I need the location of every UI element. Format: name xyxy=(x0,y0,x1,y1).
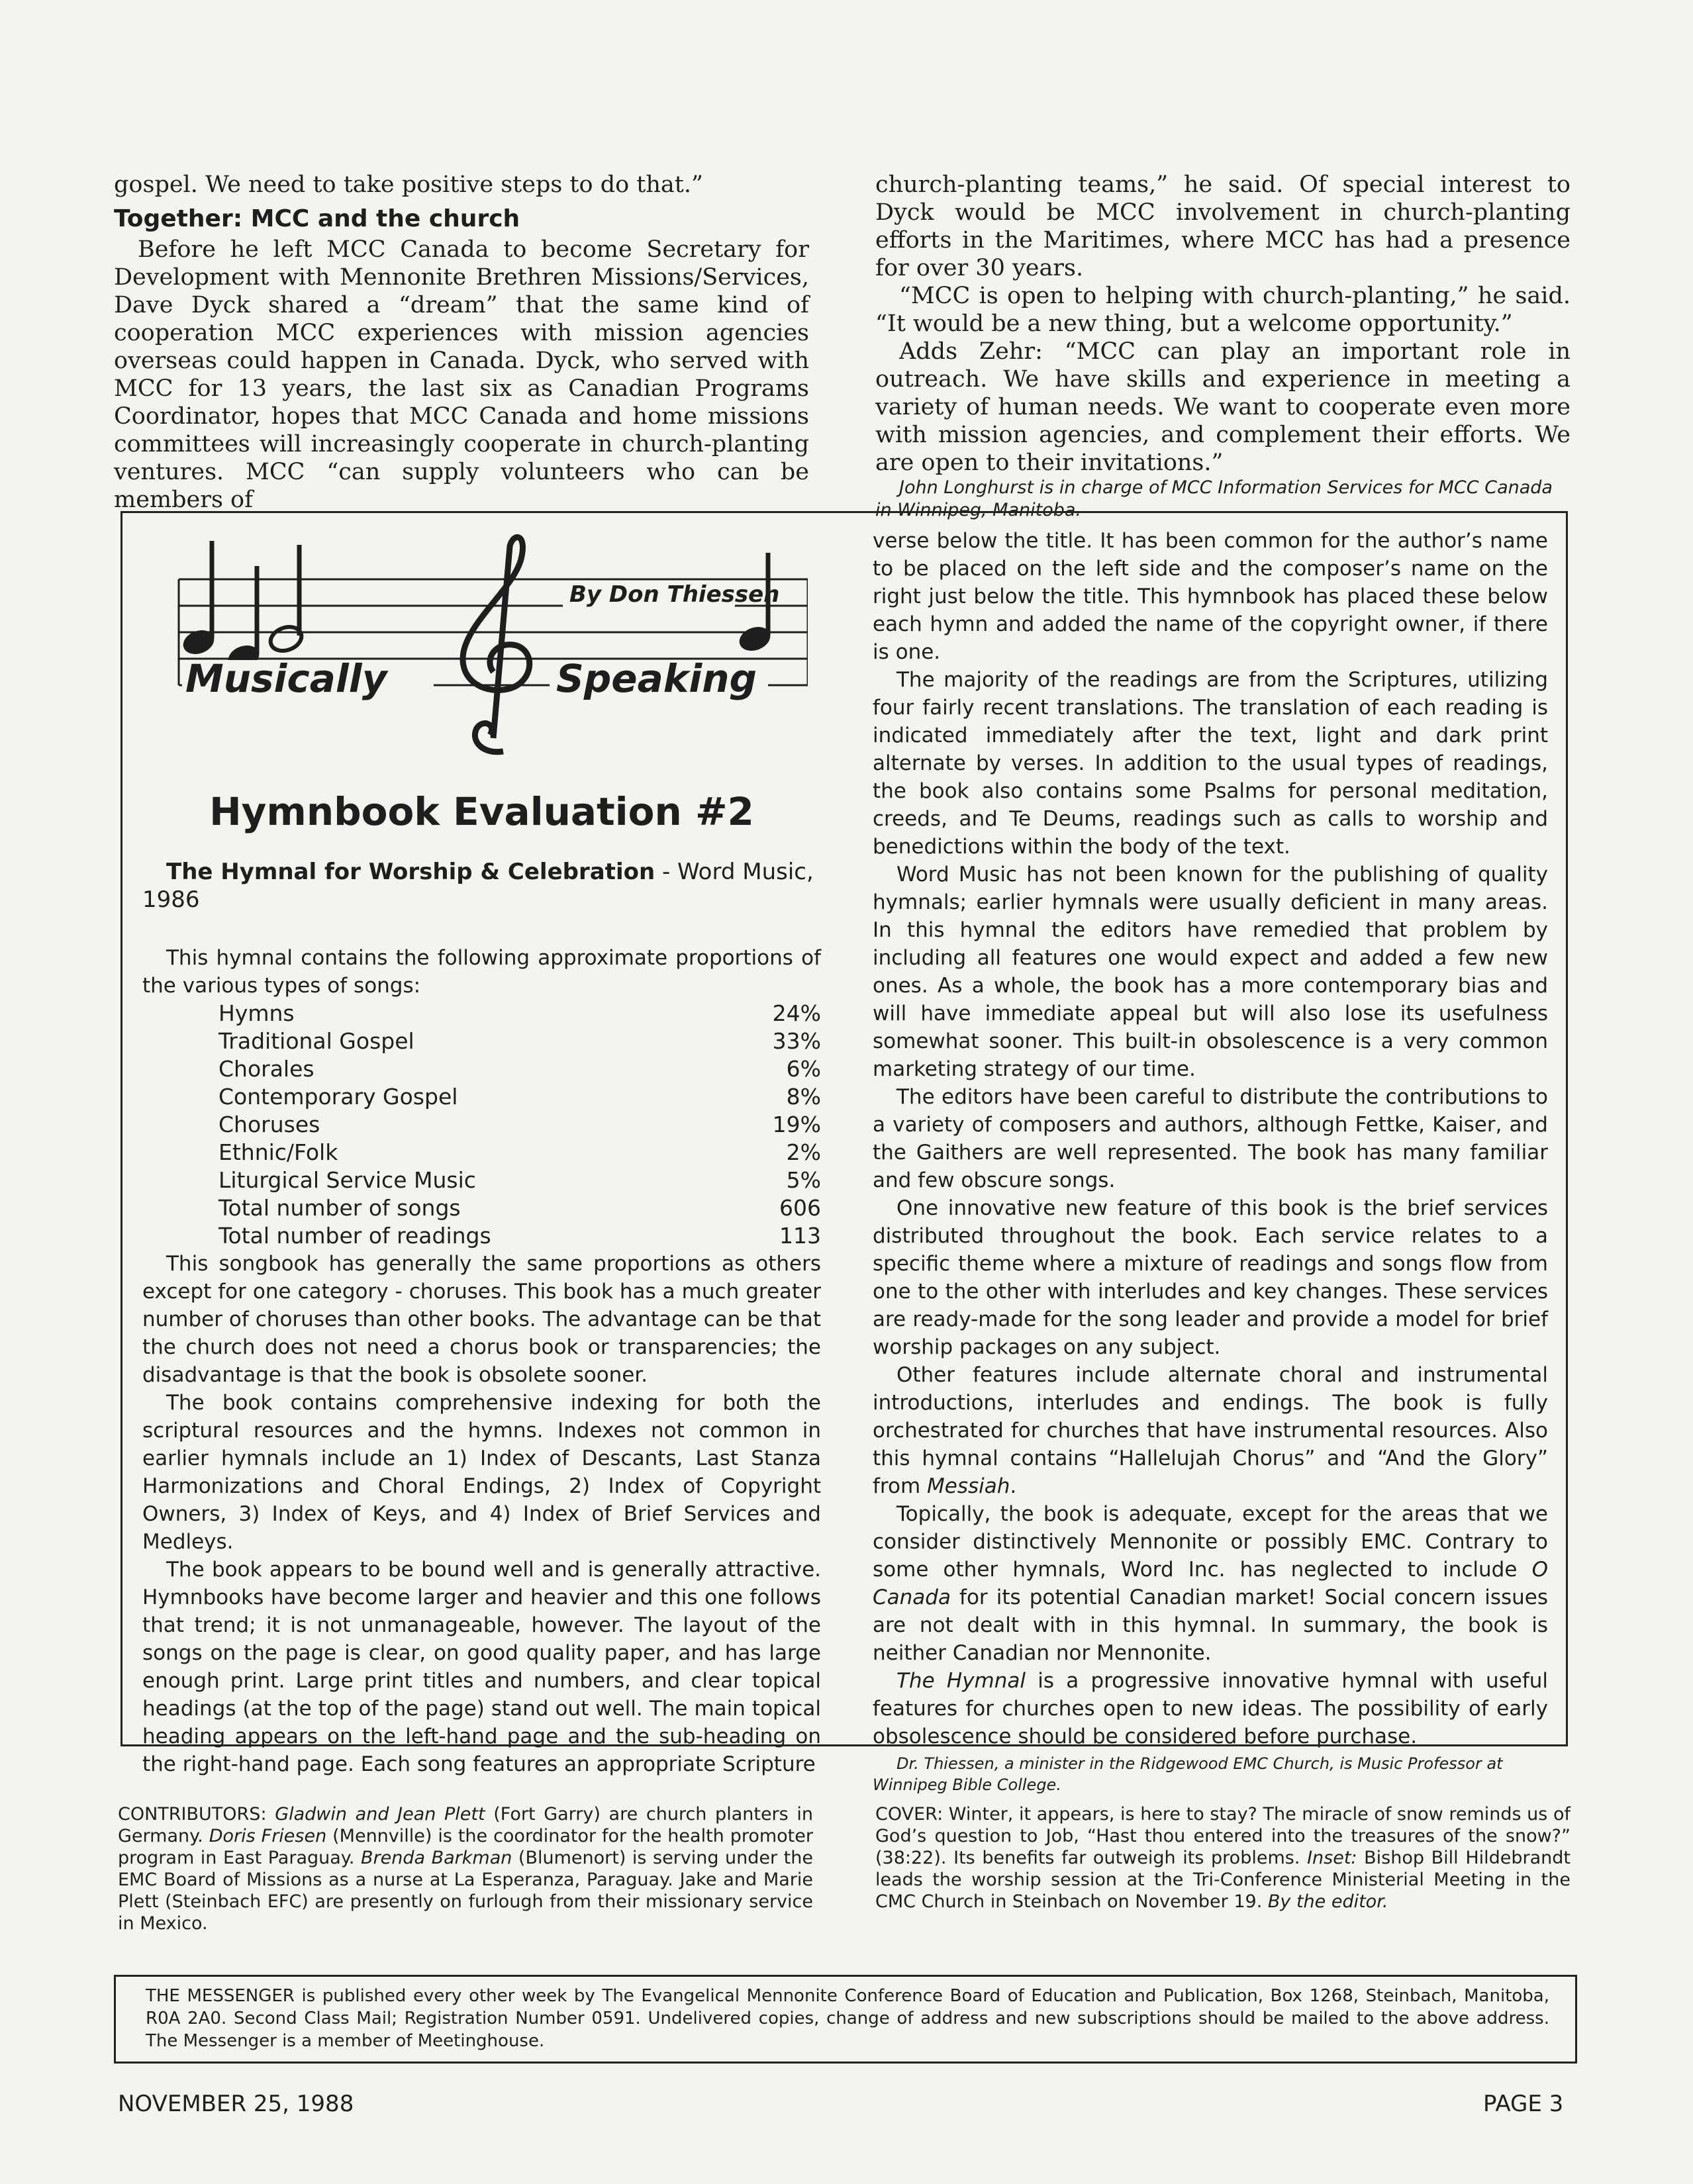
row-value: 24% xyxy=(772,1000,821,1026)
table-row xyxy=(218,1222,821,1250)
photo-credit: By the editor. xyxy=(1267,1891,1388,1912)
text-run: (Blumenort) is serving under the EMC Board of Missions as a nurse at La Esperanza, Paraguay. Jake and Marie Plett (Steinbach EFC) are presently on furlough from their missionary service in Mexico. xyxy=(118,1848,813,1934)
logo-byline: By Don Thiessen xyxy=(569,581,780,608)
masthead-text: THE MESSENGER is published every other week by The Evangelical Mennonite Conference Board of Education and Publication, Box 1268, Steinbach, Manitoba, R0A 2A0. Second Class Mail; Registration Number 0591. Undelivered copies, change of address and new subscriptions should be mailed to the above address. The Messenger is a member of Meetinghouse. xyxy=(146,1986,1549,2051)
italic-title: O Canada xyxy=(873,1558,1548,1609)
author-credit: John Longhurst is in charge of MCC Information Services for MCC Canada in Winnipeg, Manitoba. xyxy=(875,477,1553,520)
row-value: 113 xyxy=(779,1223,821,1249)
row-value: 33% xyxy=(772,1028,821,1054)
contributor-name: Brenda Barkman xyxy=(361,1848,512,1868)
row-value: 6% xyxy=(786,1056,821,1082)
paragraph xyxy=(873,1361,1548,1500)
row-label: Total number of songs xyxy=(218,1195,461,1221)
publisher-year: - Word Music, 1986 xyxy=(142,859,814,913)
row-label: Total number of readings xyxy=(218,1223,491,1249)
quarter-note-icon xyxy=(180,541,218,658)
cover-note xyxy=(875,1803,1571,1913)
paragraph: “MCC is open to helping with church-planting,” he said. “It would be a new thing, but a welcome opportunity.” xyxy=(875,283,1571,337)
paragraph: Word Music has not been known for the publishing of quality hymnals; earlier hymnals were usually deficient in many areas. In this hymnal the editors have remedied that problem by including all features one would expect and added a few new ones. As a whole, the book has a more contemporary bias and will have immediate appeal but will also lose its usefulness somewhat sooner. This built-in obsolescence is a very common marketing strategy of our time. xyxy=(873,863,1548,1081)
inset-label: Inset: xyxy=(1307,1848,1357,1868)
table-row xyxy=(218,1194,821,1222)
paragraph: The book contains comprehensive indexing for both the scriptural resources and the hymns. Indexes not common in earlier hymnals include an 1) Index of Descants, Last Stanza Harmonizations and Choral Endings, 2) Index of Copyright Owners, 3) Index of Keys, and 4) Index of Brief Services and Medleys. xyxy=(142,1391,821,1554)
text-run: Topically, the book is adequate, except for the areas that we consider distinctively Mennonite or possibly EMC. Contrary to some other hymnals, Word Inc. has neglected to include xyxy=(873,1502,1548,1582)
paragraph: Before he left MCC Canada to become Secretary for Development with Mennonite Brethren Missions/Services, Dave Dyck shared a “dream” that the same kind of cooperation MCC experiences with mission agencies overseas could happen in Canada. Dyck, who served with MCC for 13 years, the last six as Canadian Programs Coordinator, hopes that MCC Canada and home missions committees will increasingly cooperate in church-planting ventures. MCC “can supply volunteers who can be members of xyxy=(114,236,809,513)
paragraph xyxy=(873,1667,1548,1750)
table-row xyxy=(218,1083,821,1111)
row-label: Chorales xyxy=(218,1056,314,1082)
musically-speaking-logo xyxy=(159,533,808,758)
paragraph: This hymnal contains the following approximate proportions of the various types of songs: xyxy=(142,946,821,998)
logo-word-musically: Musically xyxy=(185,656,387,701)
row-label: Traditional Gospel xyxy=(218,1028,414,1054)
article-subtitle xyxy=(142,858,821,914)
half-note-icon xyxy=(267,545,305,655)
paragraph xyxy=(873,1500,1548,1667)
italic-title: The Hymnal xyxy=(896,1669,1026,1693)
text-run: COVER: Winter, it appears, is here to stay? The miracle of snow reminds us of God’s question to Job, “Hast thou entered into the treasures of the snow?” (38:22). Its benefits far outweigh its problems. xyxy=(875,1804,1571,1868)
text-run: (Mennville) is the coordinator for the health promoter program in East Paraguay. xyxy=(118,1826,813,1868)
row-value: 606 xyxy=(779,1195,821,1221)
row-value: 19% xyxy=(772,1112,821,1137)
row-value: 8% xyxy=(786,1084,821,1110)
table-row xyxy=(218,1000,821,1027)
contributor-name: Gladwin and Jean Plett xyxy=(275,1804,485,1825)
contributor-name: Doris Friesen xyxy=(209,1826,327,1846)
row-label: Contemporary Gospel xyxy=(218,1084,458,1110)
proportions-table xyxy=(218,1000,821,1250)
page-number: PAGE 3 xyxy=(1483,2091,1564,2117)
paragraph: The majority of the readings are from the Scriptures, utilizing four fairly recent translations. The translation of each reading is indicated immediately after the text, light and dark print alternate by verses. In addition to the usual types of readings, the book also contains some Psalms for personal meditation, creeds, and Te Deums, readings such as calls to worship and benedictions within the body of the text. xyxy=(873,668,1548,859)
row-label: Hymns xyxy=(218,1000,295,1026)
table-row xyxy=(218,1111,821,1139)
author-credit: Dr. Thiessen, a minister in the Ridgewood EMC Church, is Music Professor at Winnipeg Bible College. xyxy=(873,1754,1503,1794)
article-column-box-left xyxy=(142,1250,821,1778)
text-run: for its potential Canadian market! Social concern issues are not dealt with in this hymnal. In summary, the book is neither Canadian nor Mennonite. xyxy=(873,1586,1548,1665)
treble-clef-icon xyxy=(463,537,530,751)
paragraph: church-planting teams,” he said. Of special interest to Dyck would be MCC involvement in church-planting efforts in the Maritimes, where MCC has had a presence for over 30 years. xyxy=(875,171,1571,281)
italic-title: Messiah xyxy=(927,1474,1010,1498)
text-run: is a progressive innovative hymnal with useful features for churches open to new ideas. The possibility of early obsolescence should be considered before purchase. xyxy=(873,1669,1548,1748)
hymnal-name: The Hymnal for Worship & Celebration xyxy=(166,859,655,885)
contributors-note xyxy=(118,1803,813,1934)
row-label: Ethnic/Folk xyxy=(218,1139,338,1165)
text-run: . xyxy=(1010,1474,1017,1498)
paragraph: verse below the title. It has been common for the author’s name to be placed on the left side and the composer’s name on the right just below the title. This hymnbook has placed these below each hymn and added the name of the copyright owner, if there is one. xyxy=(873,529,1548,664)
row-value: 2% xyxy=(786,1139,821,1165)
paragraph: The editors have been careful to distribute the contributions to a variety of composers and authors, although Fettke, Kaiser, and the Gaithers are well represented. The book has many familiar and few obscure songs. xyxy=(873,1085,1548,1192)
paragraph: gospel. We need to take positive steps to do that.” xyxy=(114,171,703,198)
row-label: Choruses xyxy=(218,1112,320,1137)
text-run: (Fort Garry) are church planters in Germany. xyxy=(118,1804,813,1846)
table-row xyxy=(218,1139,821,1166)
paragraph: One innovative new feature of this book is the brief services distributed throughout the book. Each service relates to a specific theme where a mixture of readings and songs flow from one to the other with interludes and key changes. These services are ready-made for the song leader and provide a model for brief worship packages on any subject. xyxy=(873,1196,1548,1359)
section-heading: Together: MCC and the church xyxy=(114,205,520,232)
article-column-top-right xyxy=(875,171,1571,522)
paragraph: Adds Zehr: “MCC can play an important role in outreach. We have skills and experience in meeting a variety of human needs. We want to cooperate even more with mission agencies, and complement their efforts. We are open to their invitations.” xyxy=(875,338,1571,476)
contributors-label: CONTRIBUTORS: xyxy=(118,1804,275,1825)
article-column-top-left xyxy=(114,171,809,514)
table-row xyxy=(218,1166,821,1194)
article-column-box-right xyxy=(873,527,1548,1795)
text-run: Other features include alternate choral and instrumental introductions, interludes and endings. The book is fully orchestrated for churches that have instrumental resources. Also this hymnal contains “Hallelujah Chorus” and “And the Glory” from xyxy=(873,1363,1548,1498)
article-title: Hymnbook Evaluation #2 xyxy=(209,789,754,834)
row-value: 5% xyxy=(786,1167,821,1193)
row-label: Liturgical Service Music xyxy=(218,1167,476,1193)
table-row xyxy=(218,1027,821,1055)
text-run: Bishop Bill Hildebrandt leads the worship session at the Tri-Conference Ministerial Meeting in the CMC Church in Steinbach on November 19. xyxy=(875,1848,1571,1912)
paragraph: This songbook has generally the same proportions as others except for one category - choruses. This book has a much greater number of choruses than other books. The advantage can be that the church does not need a chorus book or transparencies; the disadvantage is that the book is obsolete sooner. xyxy=(142,1252,821,1387)
paragraph: The book appears to be bound well and is generally attractive. Hymnbooks have become larger and heavier and this one follows that trend; it is not unmanageable, however. The layout of the songs on the page is clear, on good quality paper, and has large enough print. Large print titles and numbers, and clear topical headings (at the top of the page) stand out well. The main topical heading appears on the left-hand page and the sub-heading on the right-hand page. Each song features an appropriate Scripture xyxy=(142,1558,821,1776)
issue-date: NOVEMBER 25, 1988 xyxy=(118,2091,354,2117)
table-row xyxy=(218,1055,821,1083)
logo-word-speaking: Speaking xyxy=(556,656,757,701)
